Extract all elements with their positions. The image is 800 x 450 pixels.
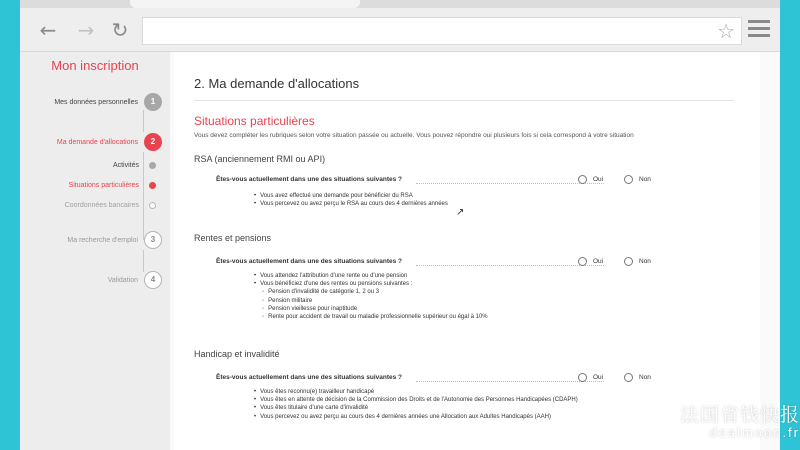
browser-window <box>20 0 780 450</box>
question-text: Êtes-vous actuellement dans une des situations suivantes ? <box>216 258 403 265</box>
radio-button[interactable] <box>578 175 587 184</box>
question-row <box>216 176 676 188</box>
hamburger-menu-icon[interactable] <box>748 20 770 40</box>
radio-oui[interactable]: Oui <box>578 257 603 266</box>
arrow-left-icon[interactable]: ← <box>39 18 57 42</box>
list-item: • Vous percevez ou avez perçu au cours des 4 dernières années une Allocation aux Adultes Handicapés (AAH) <box>254 413 578 421</box>
list-subitem: ◦ Pension vieillesse pour inaptitude <box>254 305 488 313</box>
sidebar-title: Mon inscription <box>51 58 139 73</box>
list-subitem: ◦ Pension militaire <box>254 297 488 305</box>
step-number: 2 <box>144 133 162 151</box>
radio-button[interactable] <box>578 257 587 266</box>
arrow-right-icon[interactable]: → <box>77 18 95 42</box>
star-icon[interactable]: ☆ <box>717 19 735 43</box>
substep-situations[interactable]: Situations particulières <box>12 178 162 192</box>
section-rsa <box>194 154 744 224</box>
browser-toolbar <box>20 8 780 52</box>
list-subitem: ◦ Pension d'invalidité de catégorie 1, 2 ou 3 <box>254 288 488 296</box>
list-subitem: ◦ Rente pour accident de travail ou maladie professionnelle supérieur ou égal à 10% <box>254 313 488 321</box>
substep-activites[interactable]: Activités <box>12 158 162 172</box>
radio-non[interactable]: Non <box>624 175 651 184</box>
radio-non[interactable]: Non <box>624 257 651 266</box>
watermark-cn: 法国省钱快报 <box>679 404 800 426</box>
step-validation[interactable]: Validation 4 <box>12 270 162 290</box>
main-content <box>174 52 760 450</box>
dotted-leader <box>416 183 604 184</box>
list-item: • Vous avez effectué une demande pour bénéficier du RSA <box>254 192 448 200</box>
list-item: • Vous attendez l'attribution d'une rente ou d'une pension <box>254 272 488 280</box>
step-allocations[interactable]: Ma demande d'allocations 2 <box>12 132 162 152</box>
list-item: • Vous êtes reconnu(e) travailleur handicapé <box>254 388 578 396</box>
radio-oui[interactable]: Oui <box>578 373 603 382</box>
section-title: Handicap et invalidité <box>194 349 280 359</box>
tab-bar <box>20 0 780 8</box>
dotted-leader <box>416 381 604 382</box>
section-heading: Situations particulières <box>194 114 315 128</box>
question-text: Êtes-vous actuellement dans une des situations suivantes ? <box>216 374 403 381</box>
bullet-list <box>254 388 578 421</box>
step-number: 1 <box>144 93 162 111</box>
watermark-en: dealmoon.fr <box>709 425 800 440</box>
step-number: 4 <box>144 271 162 289</box>
address-bar[interactable] <box>142 17 742 45</box>
status-dot <box>149 202 156 209</box>
status-dot <box>149 182 156 189</box>
section-title: RSA (anciennement RMI ou API) <box>194 154 326 164</box>
divider <box>194 100 734 101</box>
radio-non[interactable]: Non <box>624 373 651 382</box>
question-text: Êtes-vous actuellement dans une des situations suivantes ? <box>216 176 403 183</box>
question-row <box>216 258 676 270</box>
bullet-list <box>254 272 488 321</box>
page-title: 2. Ma demande d'allocations <box>194 76 360 91</box>
sidebar <box>20 52 170 450</box>
mouse-cursor-icon: ↗ <box>456 207 465 218</box>
intro-text: Vous devez compléter les rubriques selon votre situation passée ou actuelle. Vous pouvez répondre oui plusieurs fois si cela correspond à votre situation <box>194 132 634 139</box>
step-job-search[interactable]: Ma recherche d'emploi 3 <box>12 230 162 250</box>
list-item: • Vous percevez ou avez perçu le RSA au cours des 4 dernières années <box>254 200 448 208</box>
status-dot <box>149 162 156 169</box>
section-rentes <box>194 233 744 338</box>
radio-oui[interactable]: Oui <box>578 175 603 184</box>
page <box>20 52 780 450</box>
reload-icon[interactable]: ↻ <box>111 18 129 42</box>
list-item: • Vous êtes titulaire d'une carte d'invalidité <box>254 404 578 412</box>
step-personal-data[interactable]: Mes données personnelles 1 <box>12 92 162 112</box>
bullet-list <box>254 192 448 208</box>
step-number: 3 <box>144 231 162 249</box>
browser-tab[interactable] <box>130 0 360 8</box>
substep-coordonnees[interactable]: Coordonnées bancaires <box>12 198 162 212</box>
radio-button[interactable] <box>624 175 633 184</box>
list-item: • Vous bénéficiez d'une des rentes ou pensions suivantes : <box>254 280 488 288</box>
list-item: • Vous êtes en attente de décision de la Commission des Droits et de l'Autonomie des Personnes Handicapées (CDAPH) <box>254 396 578 404</box>
question-row <box>216 374 676 386</box>
section-title: Rentes et pensions <box>194 233 272 243</box>
radio-button[interactable] <box>578 373 587 382</box>
dotted-leader <box>416 265 604 266</box>
radio-button[interactable] <box>624 257 633 266</box>
watermark <box>640 400 800 440</box>
radio-button[interactable] <box>624 373 633 382</box>
